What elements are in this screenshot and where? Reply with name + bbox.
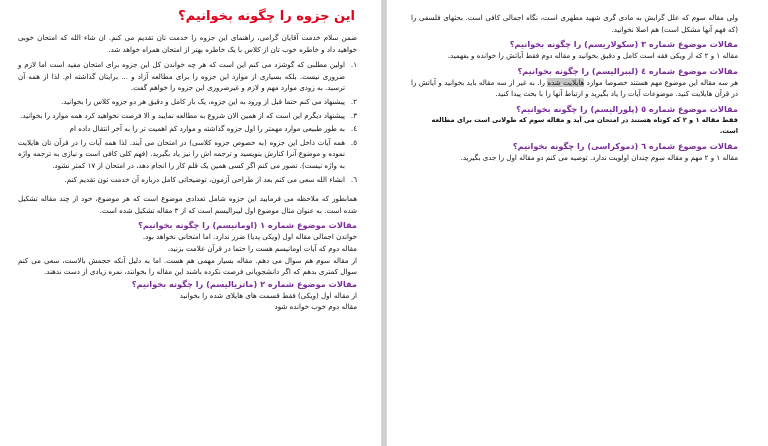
list-item bbox=[18, 123, 357, 135]
left-page bbox=[0, 0, 382, 446]
section-heading-3: مقالات موضوع شماره ٣ (سکولاریسم) را چگونه بخوانیم؟ bbox=[509, 39, 738, 50]
section-heading-2: مقالات موضوع شماره ٢ (ماتریالیسم) را چگونه بخوانیم؟ bbox=[131, 278, 357, 289]
list-number: ١. bbox=[350, 60, 357, 70]
section-5-text: فقط مقاله ١ و ٢ که کوتاه هستند در امتحان می آید و مقاله سوم که طولانی است برای مطالعه است. bbox=[431, 115, 738, 135]
section-4-text bbox=[411, 77, 738, 100]
document-title: این جزوه را چگونه بخوانیم؟ bbox=[178, 9, 355, 24]
structure-paragraph: همانطور که ملاحظه می فرمایید این جزوه شامل تعدادی موضوع است که هر موضوع، خود از چند مقاله تشکیل شده است. به عنوان مثال موضوع اول لیبرالیسم است که از ٣ مقاله تشکیل شده است. bbox=[18, 194, 357, 215]
section-heading-6: مقالات موضوع شماره ٦ (دموکراسی) را چگونه بخوانیم؟ bbox=[512, 140, 738, 151]
list-text: همه آیات داخل این جزوه (به خصوص جزوه کلاسی) در امتحان می آیند. لذا همه آیات را در قرآن تان هایلایت نموده و موضوع آنرا کنارش بنویسید و ترجمه اش را نیز یاد بگیرید. (فهم کلی کافی است و نیازی به ترجمه واژه به واژه نیست). تصور می کنم اگر کسی همین یک قلم کار را انجام دهد، در امتحان از ١٧ کمتر نشود. bbox=[18, 137, 345, 170]
list-item bbox=[18, 137, 357, 172]
section-2-line: مقاله دوم خوب خوانده شود bbox=[274, 302, 357, 312]
right-page bbox=[386, 0, 768, 446]
list-text: پیشنهاد دیگرم این است که از همین الان شروع به مطالعه نمایید و الا فرصت نخواهید کرد همه موارد را بخوانید. bbox=[20, 110, 345, 120]
list-number: ٣. bbox=[350, 110, 357, 120]
section-heading-1: مقالات موضوع شماره ١ (اومانیسم) را چگونه بخوانیم؟ bbox=[138, 220, 357, 231]
list-item bbox=[18, 59, 357, 94]
list-item bbox=[18, 96, 357, 108]
section-3-text: مقاله ١ و ٢ که از ویکی فقه است کامل و دقیق بخوانید و مقاله دوم فقط آیاتش را خوانده و بفهمید. bbox=[447, 51, 738, 61]
list-text: پیشنهاد می کنم حتما قبل از ورود به این جزوه، یک بار کامل و دقیق هر دو جزوه کلاس را بخوانید. bbox=[61, 96, 345, 106]
list-number: ٤. bbox=[350, 124, 357, 134]
list-item bbox=[18, 110, 357, 122]
section-heading-5: مقالات موضوع شماره ٥ (پلورالیسم) را چگونه بخوانیم؟ bbox=[516, 103, 738, 114]
highlighted-text: هایلایت شده bbox=[547, 77, 585, 87]
section-4-text-end: را. به غیر از سه مقاله باید بخوانید و آیاتش را در قرآن هایلایت کنید. موضوعات آیات را یاد بگیرید و ارتباط آنها را با بحث پیدا کنید. bbox=[411, 77, 738, 99]
section-4-text-start: هر سه مقاله این موضوع مهم هستند خصوصا موارد bbox=[586, 77, 738, 87]
section-1-line: خواندن اجمالی مقاله اول (ویکی پدیا) ضرر ندارد. اما امتحانی نخواهد بود. bbox=[142, 232, 357, 242]
list-text: به طور طبیعی موارد مهمتر را اول جزوه گذاشته و موارد کم اهمیت تر را به آخر انتقال داده ام bbox=[69, 124, 345, 134]
section-1-line: از مقاله سوم هم سوال می دهم. مقاله بسیار مهمی هم هست. اما به دلیل آنکه حجمش بالاست، سعی می کنم سوال کمتری بدهم که اگر دانشجویانی فرصت نکرده باشند این مقاله را بخوانند، نمره زیادی از دست ندهند. bbox=[18, 255, 357, 277]
intro-paragraph: ضمن سلام خدمت آقایان گرامی، راهنمای این جزوه را خدمت تان تقدیم می کنم. ان شاء الله که امتحان خوبی خواهید داد و خاطره خوب تان از کلاس با یک خاطره بهتر از امتحان همراه خواهد شد. bbox=[18, 33, 357, 54]
section-heading-4: مقالات موضوع شماره ٤ (لیبرالیسم) را چگونه بخوانیم؟ bbox=[517, 65, 738, 76]
section-2-line: از مقاله اول (ویکی) فقط قسمت های هایلای شده را بخوانید bbox=[179, 290, 357, 300]
section-6-text: مقاله ١ و ٢ مهم و مقاله سوم چندان اولویت ندارد. توصیه می کنم دو مقاله اول را جدی بگیرید. bbox=[460, 152, 738, 162]
list-text: انشاء الله سعی می کنم بعد از طراحی آزمون، توضیحاتی کامل درباره آن خدمت تون تقدیم کنم. bbox=[64, 174, 345, 184]
continued-paragraph: ولی مقاله سوم که علل گرایش به مادی گری شهید مطهری است، نگاه اجمالی کافی است. بحثهای فلسفی را (که فهم آنها مشکل است) هم اصلا نخوانید. bbox=[411, 13, 738, 34]
list-item bbox=[18, 174, 357, 186]
list-text: اولین مطلبی که گوشزد می کنم این است که هر چه خواندن کل این جزوه برای امتحان مفید است اما لازم و ضروری نیست. بلکه بسیاری از موارد این جزوه را برای مطالعه آزاد و ... برایتان گذاشته ام. لذا از همه آن ترسید. به زودی موارد مهم و لازم و غیرضروری این جزوه را خواهم گفت. bbox=[18, 60, 345, 93]
list-number: ٥. bbox=[350, 137, 357, 147]
section-1-line: مقاله دوم که آیات اومانیسم هست را حتما در قرآن علامت بزنید. bbox=[167, 243, 357, 253]
list-number: ٢. bbox=[350, 96, 357, 106]
list-number: ٦. bbox=[350, 174, 357, 184]
